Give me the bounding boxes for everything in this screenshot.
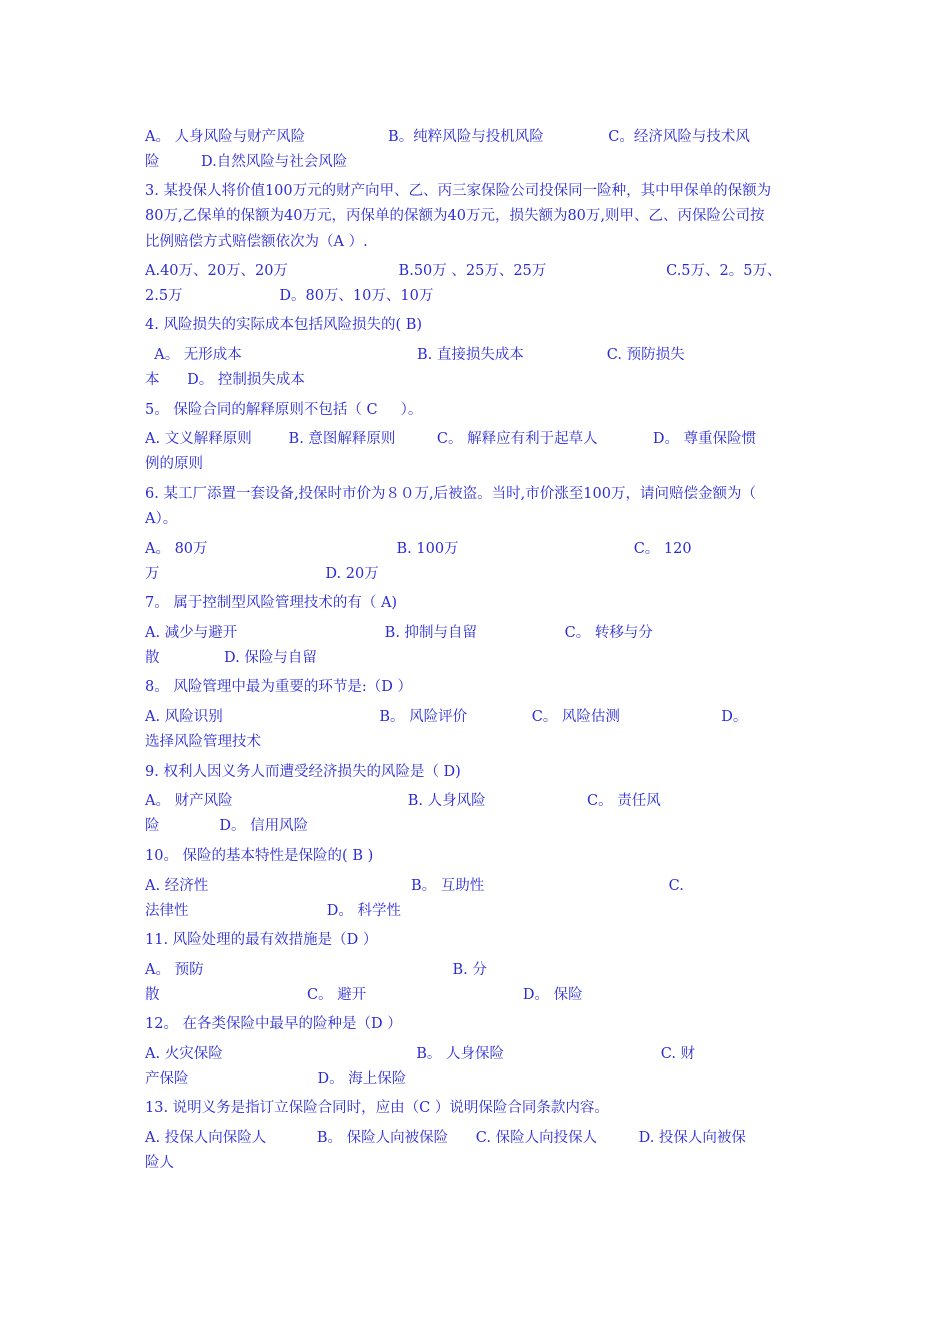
q12-options-line1: A. 火灾保险 B。 人身保险 C. 财: [145, 1046, 696, 1062]
q10-options-line1: A. 经济性 B。 互助性 C.: [145, 878, 684, 894]
q4-question: 4. 风险损失的实际成本包括风险损失的( B): [145, 317, 423, 333]
q2-options-line1: A。 人身风险与财产风险 B。纯粹风险与投机风险 C。经济风险与技术风: [145, 129, 750, 145]
q8-options-line1: A. 风险识别 B。 风险评价 C。 风险估测 D。: [145, 709, 748, 725]
q6-question-line2: A）。: [145, 511, 178, 527]
q8-question: 8。 风险管理中最为重要的环节是:（D ）: [145, 679, 412, 695]
q13-question: 13. 说明义务是指订立保险合同时，应由（C ）说明保险合同条款内容。: [145, 1100, 609, 1116]
q11-options-line2: 散 C。 避开 D。 保险: [145, 987, 583, 1003]
q7-options-line1: A. 减少与避开 B. 抑制与自留 C。 转移与分: [145, 625, 653, 641]
q7-options-line2: 散 D. 保险与自留: [145, 650, 317, 666]
q6-options-line1: A。 80万 B. 100万 C。 120: [145, 541, 692, 557]
q12-options-line2: 产保险 D。 海上保险: [145, 1071, 407, 1087]
q4-options-line2: 本 D。 控制损失成本: [145, 372, 305, 388]
q2-options-line2: 险 D.自然风险与社会风险: [145, 154, 348, 170]
q3-options-line2: 2.5万 D。80万、10万、10万: [145, 288, 434, 304]
q5-options-line2: 例的原则: [145, 456, 203, 472]
q9-options-line2: 险 D。 信用风险: [145, 818, 309, 834]
q9-options-line1: A。 财产风险 B. 人身风险 C。 责任风: [145, 793, 661, 809]
q5-options-line1: A. 文义解释原则 B. 意图解释原则 C。 解释应有利于起草人 D。 尊重保险惯: [145, 431, 757, 447]
q6-options-line2: 万 D. 20万: [145, 566, 379, 582]
q10-question: 10。 保险的基本特性是保险的( B ): [145, 848, 374, 864]
q5-question: 5。 保险合同的解释原则不包括（ C ）。: [145, 402, 423, 418]
q3-question-line2: 80万,乙保单的保额为40万元，丙保单的保额为40万元，损失额为80万,则甲、乙、丙保险公司按: [145, 208, 765, 224]
q3-question-line3: 比例赔偿方式赔偿额依次为（A ）.: [145, 234, 368, 250]
q7-question: 7。 属于控制型风险管理技术的有（ A): [145, 595, 398, 611]
q12-question: 12。 在各类保险中最早的险种是（D ）: [145, 1016, 402, 1032]
q8-options-line2: 选择风险管理技术: [145, 734, 261, 750]
q4-options-line1: A。 无形成本 B. 直接损失成本 C. 预防损失: [145, 347, 685, 363]
q3-question-line1: 3. 某投保人将价值100万元的财产向甲、乙、丙三家保险公司投保同一险种，其中甲保单的保额为: [145, 183, 772, 199]
q13-options-line1: A. 投保人向保险人 B。 保险人向被保险 C. 保险人向投保人 D. 投保人向被保: [145, 1130, 746, 1146]
q9-question: 9. 权利人因义务人而遭受经济损失的风险是（ D): [145, 764, 461, 780]
q10-options-line2: 法律性 D。 科学性: [145, 903, 402, 919]
q13-options-line2: 险人: [145, 1155, 174, 1171]
q6-question-line1: 6. 某工厂添置一套设备,投保时市价为８０万,后被盗。当时,市价涨至100万，请问赔偿金额为（: [145, 486, 756, 502]
q11-question: 11. 风险处理的最有效措施是（D ）: [145, 932, 378, 948]
q11-options-line1: A。 预防 B. 分: [145, 962, 487, 978]
q3-options-line1: A.40万、20万、20万 B.50万 、25万、25万 C.5万、2。5万、: [145, 263, 782, 279]
